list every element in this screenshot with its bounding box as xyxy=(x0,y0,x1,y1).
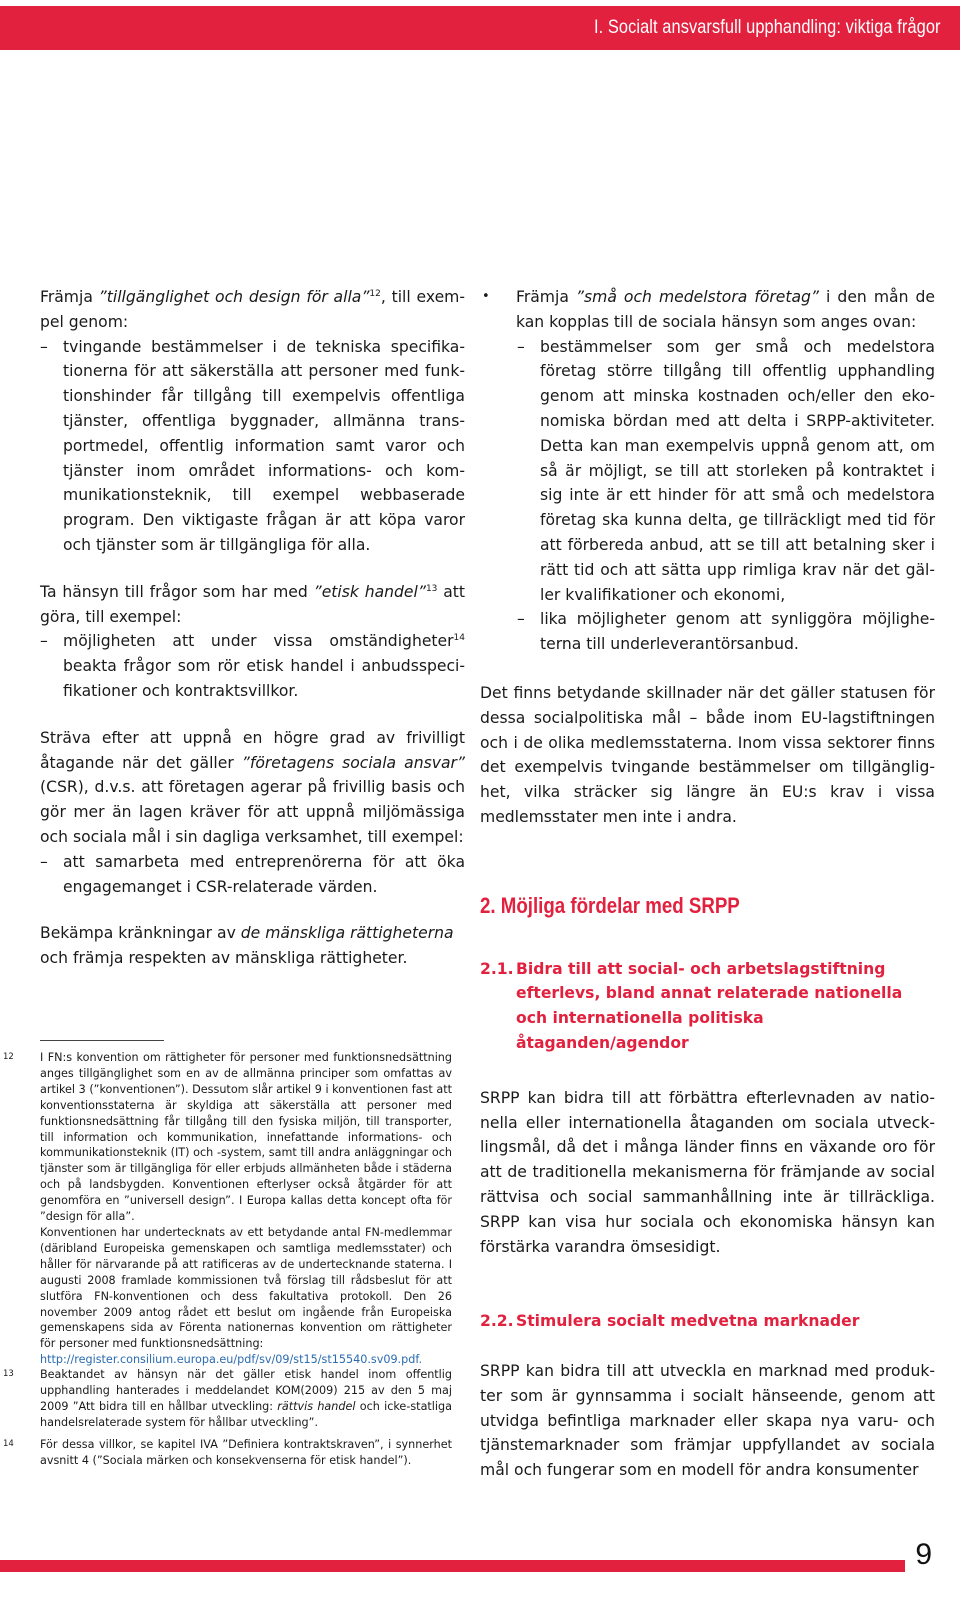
footnote-text: och icke-statliga handelsrelaterade system för hållbar utveckling”. xyxy=(40,1399,452,1429)
item-emphasis: ”tillgänglighet och design för alla” xyxy=(98,288,370,306)
footnote-divider xyxy=(40,1040,164,1041)
footnote-emphasis: rättvis handel xyxy=(277,1399,356,1413)
footnote-number: 13 xyxy=(3,1369,14,1379)
footnote-link[interactable]: http://register.consilium.europa.eu/pdf/sv/09/st15/st15540.sv09.pdf. xyxy=(40,1353,422,1367)
footnote-ref: 13 xyxy=(425,583,438,594)
footnote-text: I FN:s konvention om rättigheter för personer med funktionsnedsättning anges tillgänglighet som en av de allmänna principer som omfattas av artikel 3 (”konventionen”). Dessutom slår artikel 9 i konventionen fast att konventionsstaterna är skyldiga att säkerställa att personer med funktionsnedsättning får tillgång till den fysiska miljön, till transporter, till information och kommunikation, innefattande informations- och kommunikationsteknik (IT) och -system, samt till andra anläggningar och tjänster som är tillgängliga för eller erbjuds allmänheten både i städerna och på landsbygden. Konventionen efterlyser också åtgärder för att genomföra en ”universell design”. I Europa kallas detta koncept ofta för ”design för alla”. xyxy=(40,1051,452,1224)
footnote-14 xyxy=(3,1437,452,1469)
dash-text: möjligheten att under vissa omständigheter xyxy=(63,632,454,651)
page-number: 9 xyxy=(915,1538,932,1571)
dash-item xyxy=(517,335,935,608)
left-column xyxy=(40,285,465,971)
dash-text: tvingande bestämmelser i de tekniska specifikationerna för att säkerställa att personer med funktionshinder får tillgång till exempelvis offentliga tjänster, offentliga byggnader, allmänna transportmedel, offentlig information samt varor och tjänster inom området informations- och kommunikationsteknik, till exempel webbaserade program. Den viktigaste frågan är att köpa varor och tjänster som är tillgängliga för alla. xyxy=(63,337,465,554)
subsection-title: Stimulera socialt medvetna marknader xyxy=(516,1312,860,1331)
item-text: att göra, till exempel: xyxy=(40,582,465,626)
dash-text: bestämmelser som ger små och medelstora företag större tillgång till offentlig upphandling genom att minska kostnaden och/eller den ekonomiska bördan med att delta i SRPP-aktiviteter. Detta kan man exempelvis uppnå genom att, om så är möjligt, se till att storleken på kontraktet i sig inte är ett hinder för att små och medelstora företag ska kunna delta, ge tillräckligt med tid för att förbereda anbud, att se till att betalning sker i rätt tid och att sätta upp rimliga krav när det gäller kvalifikationer och ekonomi, xyxy=(540,337,935,604)
subsection-heading xyxy=(480,957,935,1056)
item-text: och främja respekten av mänskliga rättigheter. xyxy=(40,949,408,968)
chapter-title: I. Socialt ansvarsfull upphandling: viktiga frågor xyxy=(594,16,941,38)
item-emphasis: ”etisk handel” xyxy=(313,582,426,601)
dash-text: att samarbeta med entreprenörerna för att öka engagemanget i CSR-relaterade värden. xyxy=(63,852,465,896)
list-item xyxy=(23,921,465,971)
footnote-ref: 14 xyxy=(453,633,465,644)
dash-icon: – xyxy=(40,632,48,651)
footnote-number: 14 xyxy=(3,1439,14,1449)
item-text: Sträva efter att uppnå en högre grad av frivilligt åtagande när det gäller xyxy=(40,728,465,772)
footnote-number: 12 xyxy=(3,1052,14,1062)
item-text: i den mån de kan kopplas till de sociala hänsyn som anges ovan: xyxy=(516,288,935,331)
item-text: Bekämpa kränkningar av xyxy=(40,924,241,943)
dash-item xyxy=(40,850,465,900)
dash-icon: – xyxy=(40,337,48,356)
footnote-text: Beaktandet av hänsyn när det gäller etisk handel inom offentlig upphandling hanterades i meddelandet KOM(2009) 215 av den 5 maj 2009 ”Att bidra till en hållbar utveckling: xyxy=(40,1368,452,1413)
item-text: Främja xyxy=(516,288,576,306)
dash-item xyxy=(40,335,465,558)
footnote-12 xyxy=(3,1050,452,1368)
dash-text: beakta frågor som rör etisk handel i anbudsspecifikationer och kontraktsvillkor. xyxy=(63,657,465,700)
subsection-number: 2.2. xyxy=(480,1312,514,1331)
list-item xyxy=(482,285,935,657)
paragraph: SRPP kan bidra till att utveckla en marknad med produkter som är gynnsamma i socialt hänseende, genom att utvidga befintliga marknader eller skapa nya varu- och tjänstemarknader som främjar uppfyllandet av sociala mål och fungerar som en modell för andra konsumenter xyxy=(480,1362,935,1480)
dash-icon: – xyxy=(517,610,525,629)
item-emphasis: ”små och medelstora företag” xyxy=(575,288,820,306)
right-column xyxy=(480,285,935,1483)
section-heading: 2. Möjliga fördelar med SRPP xyxy=(480,892,740,918)
footnote-text: För dessa villkor, se kapitel IVA ”Definiera kontraktskraven”, i synnerhet avsnitt 4 (”Sociala märken och konsekvenserna för etisk handel”). xyxy=(40,1438,452,1467)
list-item xyxy=(23,580,465,704)
bullet-icon: • xyxy=(482,289,490,304)
item-text: Ta hänsyn till frågor som har med xyxy=(40,582,314,601)
subsection-title: Bidra till att social- och arbetslagstiftning efterlevs, bland annat relaterade nationella och internationella politiska åtaganden/agendor xyxy=(516,959,903,1052)
footnote-ref: 12 xyxy=(369,288,381,299)
dash-text: lika möjligheter genom att synliggöra möjligheterna till underleverantörsanbud. xyxy=(540,610,935,654)
paragraph: SRPP kan bidra till att förbättra efterlevnaden av nationella eller internationella åtaganden om sociala utvecklingsmål, då det i många länder finns en växande oro för att de traditionella mekanismerna för främjande av social rättvisa och social sammanhållning inte är tillräckliga. SRPP kan visa hur sociala och ekonomiska hänsyn kan förstärka varandra ömsesidigt. xyxy=(480,1088,935,1256)
header-bar xyxy=(0,6,960,50)
footnote-13 xyxy=(3,1367,452,1431)
list-item xyxy=(23,726,465,900)
dash-item xyxy=(40,629,465,703)
subsection-number: 2.1. xyxy=(480,959,514,978)
subsection-heading xyxy=(480,1309,935,1334)
paragraph: Det finns betydande skillnader när det gäller statusen för dessa socialpolitiska mål – både inom EU-lagstiftningen och i de olika medlemsstaterna. Inom vissa sektorer finns det exempelvis tvingande bestämmelser om tillgänglighet, vilka sträcker sig längre än EU:s krav i vissa medlemsstater men inte i andra. xyxy=(480,683,935,826)
item-emphasis: ”företagens sociala ansvar” xyxy=(241,753,465,772)
item-text: (CSR), d.v.s. att företagen agerar på frivillig basis och gör mer än lagen kräver för att uppnå miljömässiga och sociala mål i sin dagliga verksamhet, till exempel: xyxy=(40,778,465,846)
item-text: Främja xyxy=(40,288,99,306)
footnote-text: Konventionen har undertecknats av ett betydande antal FN-medlemmar (däribland Europeiska gemenskapen och samtliga medlemsstater) och håller för närvarande på att ratificeras av de undertecknande staterna. I augusti 2008 framlade kommissionen två förslag till rådsbeslut för att slutföra FN-konventionen och dess fakultativa protokoll. Den 26 november 2009 antog rådet ett beslut om ingående från Europeiska gemenskapens sida av Förenta nationernas konvention om rättigheter för personer med funktionsnedsättning: xyxy=(40,1225,452,1351)
footer-bar xyxy=(0,1560,905,1572)
item-text: , till exempel genom: xyxy=(40,288,466,331)
list-item xyxy=(23,285,465,558)
item-emphasis: de mänskliga rättigheterna xyxy=(240,924,454,943)
dash-icon: – xyxy=(40,852,48,871)
dash-item xyxy=(517,607,935,657)
dash-icon: – xyxy=(517,337,525,356)
